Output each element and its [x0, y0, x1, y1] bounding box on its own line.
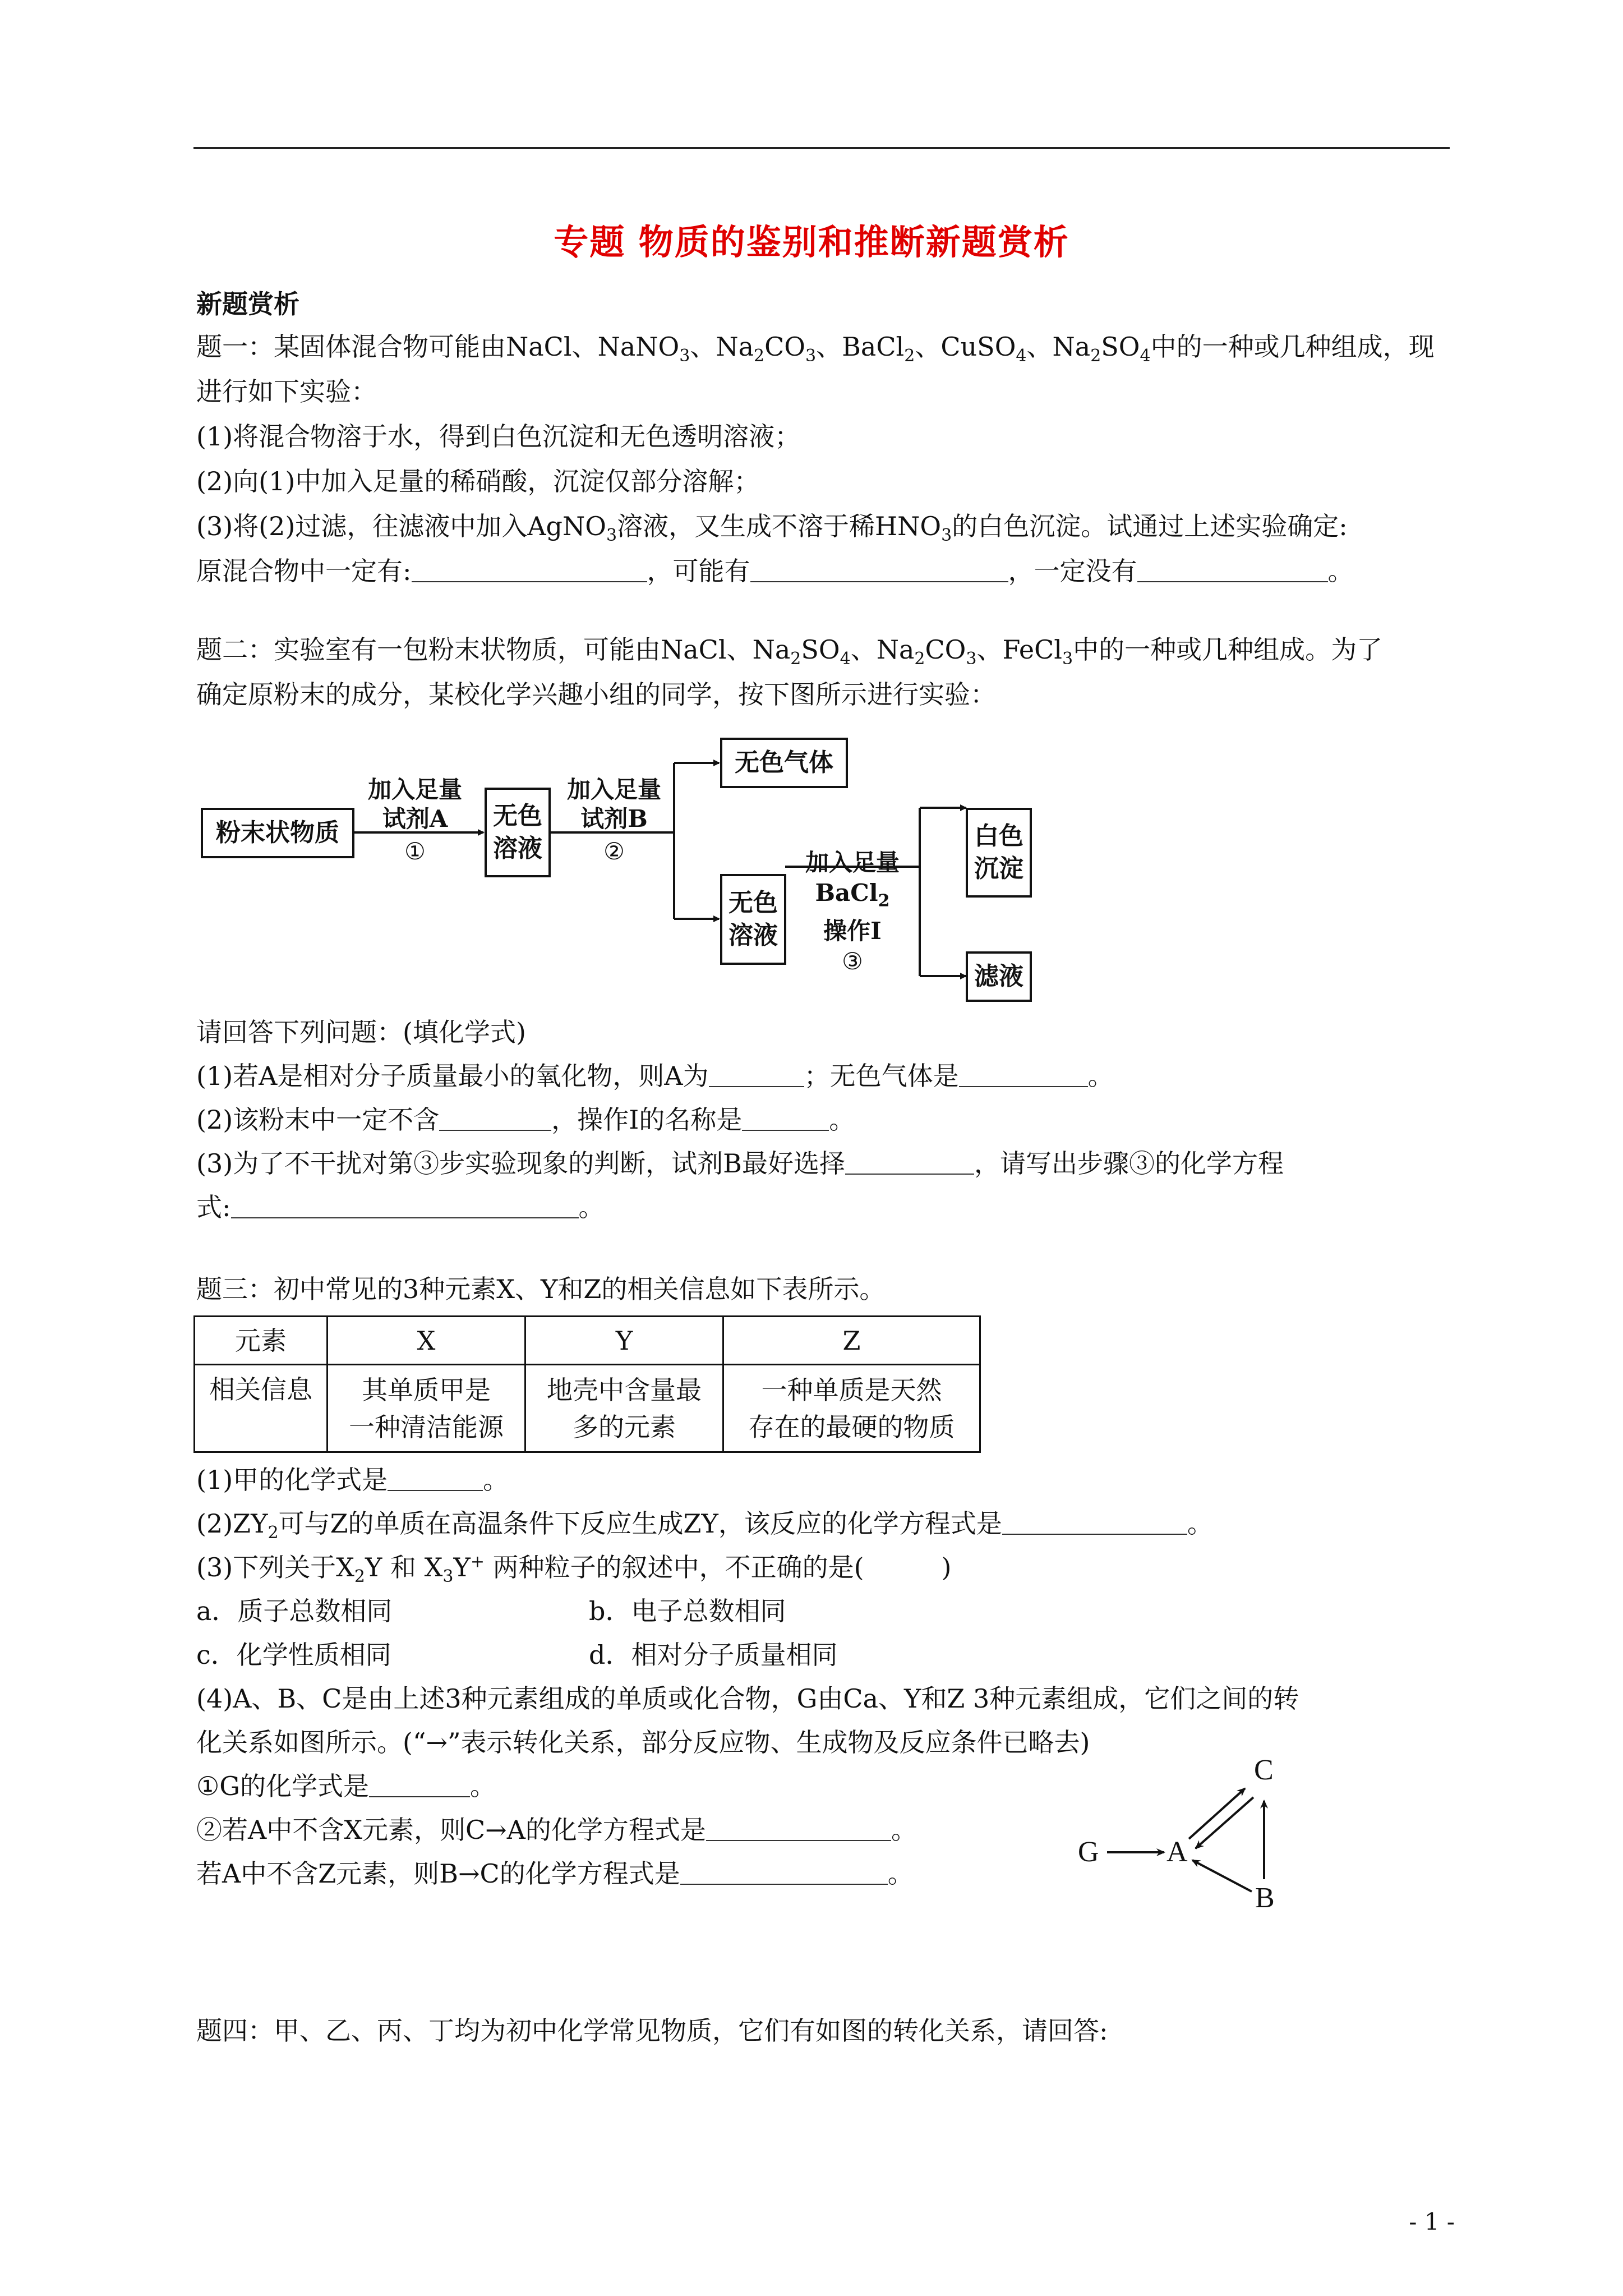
q3-blank-g-formula[interactable] — [369, 1774, 470, 1797]
q2-blank-not-contained[interactable] — [439, 1107, 551, 1131]
q1-blank-absent[interactable] — [1137, 559, 1328, 582]
table-header-y: Y — [525, 1317, 723, 1365]
transformation-diagram — [1066, 1739, 1335, 1918]
section-heading: 新题赏析 — [196, 289, 299, 319]
table-header-x: X — [328, 1317, 525, 1365]
box-white-precipitate: 白色 沉淀 — [966, 808, 1032, 898]
table-header-element: 元素 — [195, 1317, 328, 1365]
q1-line-1: 题一：某固体混合物可能由NaCl、NaNO$_3$、$Na_2CO_3$、BaCl$_2$、CuSO$_4$、$Na_2SO_4$中的一种或几种组成，现 — [196, 332, 1435, 366]
experiment-flowchart — [191, 729, 1099, 1010]
q1-line-5: (3)将(2)过滤，往滤液中加入AgNO$_3$溶液，又生成不溶于稀$HNO_3$的白色沉淀。试通过上述实验确定: — [196, 511, 1348, 546]
q3-part-2: $(2)ZY_2$可与Z的单质在高温条件下反应生成ZY，该反应的化学方程式是 。 — [196, 1508, 1213, 1543]
box-solution-2: 无色 溶液 — [720, 874, 786, 965]
page-number: - 1 - — [1409, 2208, 1455, 2235]
step2-number: ② — [603, 838, 625, 865]
box-colorless-gas: 无色气体 — [720, 738, 848, 788]
step1-label-reagent: 试剂A — [382, 805, 448, 832]
step3-label-top: 加入足量 — [805, 849, 900, 876]
q3-part-4-line-2: 化关系如图所示。(“→”表示转化关系，部分反应物、生成物及反应条件已略去) — [196, 1727, 1090, 1757]
q3-part-3: (3)下列关于$X_2Y$ 和 $X_3Y^+$ 两种粒子的叙述中，不正确的是( ) — [196, 1552, 952, 1587]
q2-blank-equation[interactable] — [231, 1195, 579, 1218]
q2-blank-operation[interactable] — [742, 1107, 829, 1131]
q2-line-3: 请回答下列问题：(填化学式) — [196, 1017, 526, 1047]
step2-label-reagent: 试剂B — [580, 805, 648, 832]
step3-number: ③ — [842, 947, 863, 975]
table-row-label: 相关信息 — [195, 1365, 328, 1452]
q3-part-4-line-1: (4)A、B、C是由上述3种元素组成的单质或化合物，G由Ca、Y和Z 3种元素组成，它们之间的转 — [196, 1683, 1299, 1714]
q3-blank-formula[interactable] — [388, 1467, 483, 1491]
step2-label-top: 加入足量 — [566, 776, 661, 803]
q3-option-c[interactable]: c．化学性质相同 — [196, 1640, 391, 1670]
node-c: C — [1254, 1754, 1274, 1786]
q3-part-1: (1)甲的化学式是 。 — [196, 1465, 509, 1495]
q2-line-6: (3)为了不干扰对第③步实验现象的判断，试剂B最好选择 ，请写出步骤③的化学方程 — [196, 1148, 1284, 1179]
step3-label-reagent: BaCl$_2$ — [815, 879, 890, 911]
box-powder: 粉末状物质 — [201, 808, 354, 858]
q2-line-2: 确定原粉末的成分，某校化学兴趣小组的同学，按下图所示进行实验： — [196, 679, 996, 710]
q2-line-5: (2)该粉末中一定不含 ，操作Ⅰ的名称是 。 — [196, 1105, 855, 1135]
q3-option-d[interactable]: d．相对分子质量相同 — [589, 1640, 838, 1670]
table-cell-z: 一种单质是天然 存在的最硬的物质 — [723, 1365, 980, 1452]
q1-line-4: (2)向(1)中加入足量的稀硝酸，沉淀仅部分溶解； — [196, 466, 760, 496]
q1-line-6: 原混合物中一定有: ，可能有 ，一定没有 。 — [196, 556, 1354, 586]
q3-blank-equation[interactable] — [1002, 1511, 1187, 1535]
q3-part-4-line-4: ②若A中不含X元素，则C→A的化学方程式是 。 — [196, 1815, 917, 1845]
q1-line-3: (1)将混合物溶于水，得到白色沉淀和无色透明溶液； — [196, 421, 801, 452]
table-cell-x: 其单质甲是 一种清洁能源 — [328, 1365, 525, 1452]
q2-blank-a[interactable] — [709, 1064, 804, 1087]
q3-part-4-line-5: 若A中不含Z元素，则B→C的化学方程式是 。 — [196, 1858, 914, 1889]
element-info-table — [193, 1315, 981, 1453]
q2-blank-reagent-b[interactable] — [845, 1151, 974, 1175]
step3-operation: 操作Ⅰ — [823, 917, 882, 945]
q1-line-2: 进行如下实验： — [196, 376, 377, 407]
node-b: B — [1255, 1882, 1275, 1914]
q3-option-b[interactable]: b．电子总数相同 — [589, 1596, 786, 1626]
node-g: G — [1078, 1836, 1099, 1868]
q1-blank-definite[interactable] — [412, 559, 647, 582]
q3-blank-c-to-a[interactable] — [706, 1818, 891, 1841]
arrow-b-to-a — [1192, 1860, 1252, 1892]
q2-line-7: 式: 。 — [196, 1192, 605, 1222]
q2-blank-gas[interactable] — [959, 1064, 1088, 1087]
arrow-c-to-a — [1196, 1797, 1253, 1848]
q4-line-1: 题四：甲、乙、丙、丁均为初中化学常见物质，它们有如图的转化关系，请回答: — [196, 2016, 1108, 2046]
q2-line-4: (1)若A是相对分子质量最小的氧化物，则A为 ；无色气体是 。 — [196, 1061, 1114, 1091]
q2-line-1: 题二：实验室有一包粉末状物质，可能由NaCl、$Na_2SO_4$、$Na_2CO_3$、FeCl$_3$中的一种或几种组成。为了 — [196, 634, 1383, 669]
q3-option-a[interactable]: a．质子总数相同 — [196, 1596, 393, 1626]
table-header-z: Z — [723, 1317, 980, 1365]
q3-part-4-line-3: ①G的化学式是 。 — [196, 1771, 496, 1801]
step1-number: ① — [404, 838, 426, 865]
q3-intro: 题三：初中常见的3种元素X、Y和Z的相关信息如下表所示。 — [196, 1274, 886, 1304]
page-title: 专题 物质的鉴别和推断新题赏析 — [554, 222, 1069, 263]
header-rule — [193, 147, 1450, 149]
node-a: A — [1166, 1836, 1188, 1868]
q3-blank-b-to-c[interactable] — [680, 1861, 888, 1885]
q1-blank-possible[interactable] — [750, 559, 1008, 582]
table-cell-y: 地壳中含量最 多的元素 — [525, 1365, 723, 1452]
box-solution-1: 无色 溶液 — [485, 788, 551, 877]
step1-label-top: 加入足量 — [367, 776, 462, 803]
box-filtrate: 滤液 — [966, 951, 1032, 1002]
